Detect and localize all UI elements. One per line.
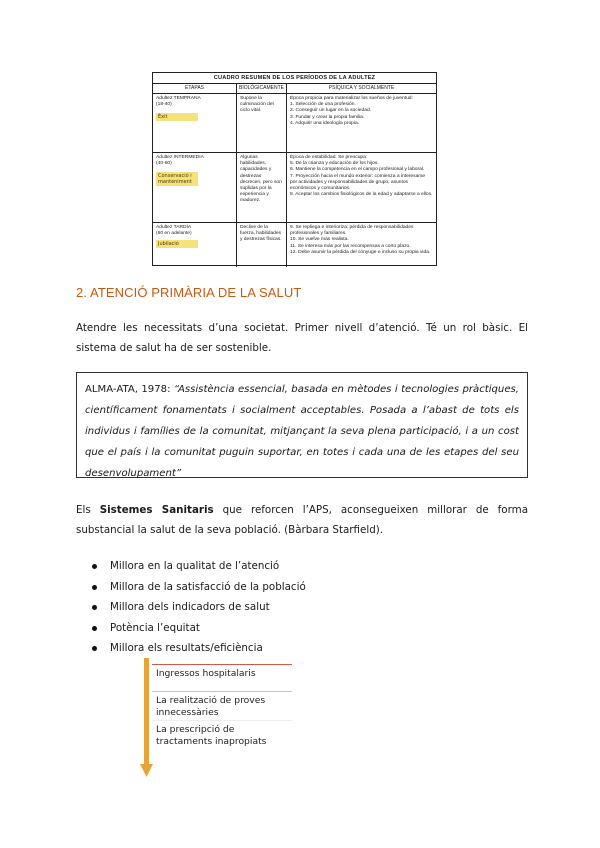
quote-body: “Assistència essencial, basada en mètodes i tecnologies pràctiques, científicament fonamentats i socialment acceptables. Posada a l’abast de tots els individus i famílies de la comunitat, mitjançant la seva plena participació, i a un cost que el país i la comunitat puguin suportar, en totes i cada una de les etapes del seu desenvolupament”: [85, 384, 519, 479]
bullet-icon: [92, 564, 97, 569]
table-header-stages: ETAPAS: [153, 84, 237, 93]
down-arrow-icon: [140, 658, 154, 778]
reduction-diagram: [140, 658, 292, 778]
bullet-icon: [92, 626, 97, 631]
stage-name: Adultez INTERMEDIA: [156, 155, 204, 160]
list-item-text: Millora en la qualitat de l’atenció: [110, 560, 280, 572]
intro-paragraph: Atendre les necessitats d’una societat. Primer nivell d’atenció. Té un rol bàsic. El sistema de salut ha de ser sostenible.: [76, 322, 528, 354]
table-header-row: [153, 84, 436, 94]
divider-line: [152, 664, 292, 665]
psy-line: 1. Selección de una profesión.: [290, 102, 356, 108]
table-row-intermediate: [153, 153, 436, 223]
bullet-icon: [92, 585, 97, 590]
quote-source: ALMA-ATA, 1978:: [85, 384, 171, 395]
psy-line: 9. Se repliega e interioriza: pérdida de responsabilidades profesionales y familiares.: [290, 225, 414, 237]
section-heading: 2. ATENCIÓ PRIMÀRIA DE LA SALUT: [76, 285, 302, 300]
list-item-text: Millora dels indicadors de salut: [110, 601, 270, 613]
list-item: [92, 618, 306, 639]
divider-line: [152, 691, 292, 692]
psy-line: 6. Mantiene la competencia en el campo profesional y laboral.: [290, 167, 425, 173]
systems-prefix: Els: [76, 504, 100, 516]
divider-line: [152, 720, 292, 721]
bio-text: Declive de la fuerza, habilidades y destrezas físicas.: [240, 225, 282, 243]
list-item-text: Millora els resultats/eficiència: [110, 642, 263, 654]
psy-line: 8. Aceptar los cambios fisiológicos de la edad y adaptarse a ellos.: [290, 192, 433, 198]
stage-name: Adultez TARDÍA: [156, 225, 192, 230]
sticky-note: Èxit: [156, 113, 198, 121]
quote-box: [76, 372, 528, 478]
diagram-item: La realització de proves innecessàries: [156, 695, 266, 718]
stage-age: (60 en adelante): [156, 231, 192, 237]
benefits-list: [92, 556, 306, 659]
systems-suffix: que reforcen l’APS, aconsegueixen millorar de forma substancial la salut de la seva població. (Bàrbara Starfield).: [76, 504, 529, 536]
bullet-icon: [92, 646, 97, 651]
stage-age: (18-40): [156, 102, 172, 108]
table-header-biological: BIOLÓGICAMENTE: [237, 84, 287, 93]
quote-text: [85, 379, 519, 484]
psy-line: 5. De la crianza y educación de los hijos.: [290, 161, 379, 167]
psy-line: 7. Proyección hacia el mundo exterior: comienza a interesarse por actividades y responsabilidades de grupo, asuntos económicos y comunitarios.: [290, 173, 426, 192]
psy-line: 10. Se vuelve más realista.: [290, 237, 349, 243]
psy-line: 12. Debe asumir la pérdida del cónyuge e incluso su propia vida.: [290, 249, 431, 255]
adulthood-summary-table: [152, 72, 437, 266]
systems-bold: Sistemes Sanitaris: [99, 504, 214, 516]
psy-line: Época propicia para materializar los sueños de juventud:: [290, 96, 413, 101]
sticky-note: Conservació i manteniment: [156, 172, 198, 186]
bullet-icon: [92, 605, 97, 610]
table-title: CUADRO RESUMEN DE LOS PERÍODOS DE LA ADULTEZ: [153, 73, 436, 84]
diagram-item: Ingressos hospitalaris: [156, 668, 256, 679]
psy-line: Época de estabilidad. Se preocupa:: [290, 155, 368, 160]
table-row-late: [153, 223, 436, 267]
list-item: [92, 577, 306, 598]
list-item: [92, 556, 306, 577]
list-item: [92, 638, 306, 659]
list-item-text: Potència l’equitat: [110, 621, 200, 634]
psy-line: 2. Conseguir un lugar en la sociedad.: [290, 108, 372, 114]
diagram-item: La prescripció de tractaments inapropiats: [156, 724, 267, 747]
sticky-note: Jubilació: [156, 240, 198, 248]
table-header-psychosocial: PSÍQUICA Y SOCIALMENTE: [328, 85, 395, 91]
psy-line: 3. Fundar y crear la propia familia.: [290, 114, 365, 120]
table-row-early: [153, 94, 436, 153]
bio-text: Supone la culminación del ciclo vital.: [240, 96, 274, 114]
psy-line: 11. Se interesa más por las recompensas a corto plazo.: [290, 243, 411, 249]
stage-age: (40-60): [156, 161, 172, 167]
bio-text: Algunas habilidades, capacidades y destrezas decrecen, pero son suplidas por la experiencia y madurez.: [240, 155, 282, 204]
psy-line: 4. Adquirir una ideología propia.: [290, 120, 360, 126]
stage-name: Adultez TEMPRANA: [156, 96, 201, 101]
list-item-text: Millora de la satisfacció de la població: [110, 580, 306, 593]
systems-paragraph: [76, 500, 528, 540]
list-item: [92, 597, 306, 618]
